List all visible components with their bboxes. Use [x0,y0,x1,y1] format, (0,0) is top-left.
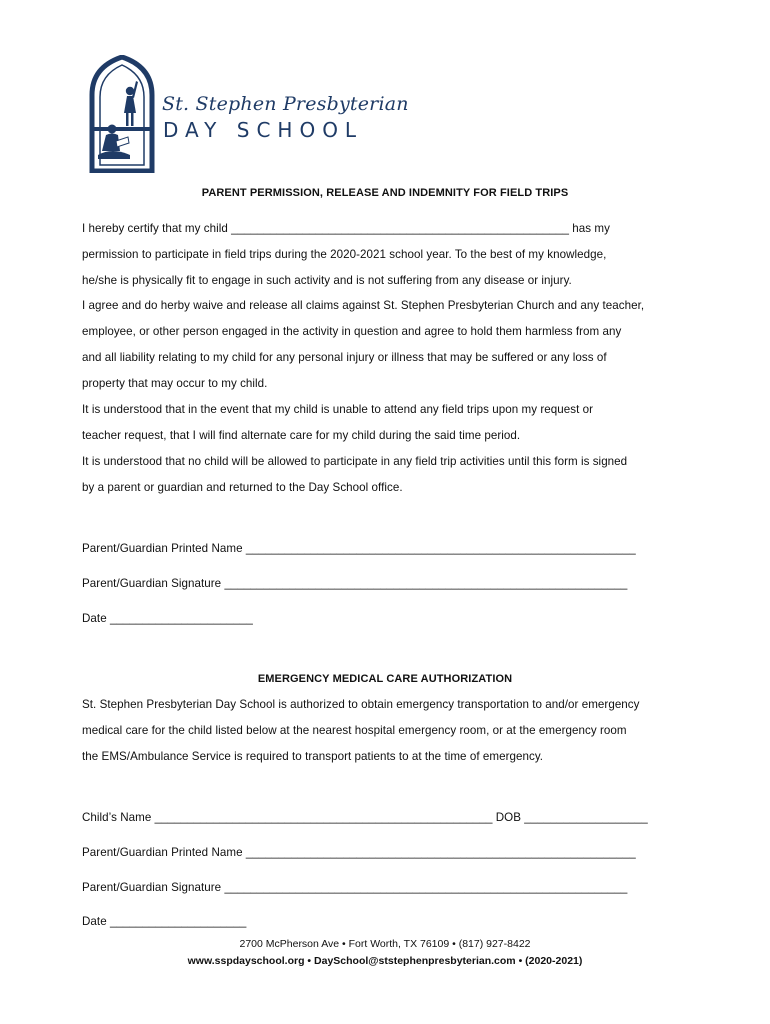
emergency-signature-field[interactable]: Parent/Guardian Signature ______________________________________________________________ [82,881,628,894]
emergency-date-field[interactable]: Date _____________________ [82,915,247,928]
date-field[interactable]: Date ______________________ [82,612,253,625]
permission-line: It is understood that in the event that my child is unable to attend any field trips upon my request or [82,403,594,416]
footer-contact: www.sspdayschool.org • DaySchool@ststephenpresbyterian.com • (2020-2021) [187,955,583,967]
church-window-children-icon [86,55,158,173]
signature-field[interactable]: Parent/Guardian Signature ______________________________________________________________ [82,577,628,590]
permission-line: I agree and do herby waive and release all claims against St. Stephen Presbyterian Church and any teacher, [82,299,645,312]
child-name-field[interactable]: Child’s Name ____________________________________________________ DOB ___________________ [82,811,648,824]
emergency-title: EMERGENCY MEDICAL CARE AUTHORIZATION [257,673,513,685]
school-logo [86,55,409,175]
logo-name-line: St. Stephen Presbyterian [162,93,409,115]
printed-name-field[interactable]: Parent/Guardian Printed Name ____________________________________________________________ [82,542,636,555]
permission-line: property that may occur to my child. [82,377,268,390]
permission-line: teacher request, that I will find alternate care for my child during the said time period. [82,429,521,442]
permission-line: I hereby certify that my child ____________________________________________________ has my [82,222,610,235]
permission-line: It is understood that no child will be allowed to participate in any field trip activities until this form is signed [82,455,628,468]
permission-line: he/she is physically fit to engage in such activity and is not suffering from any disease or injury. [82,274,572,287]
logo-school-line: DAY SCHOOL [163,118,364,142]
permission-line: and all liability relating to my child for any personal injury or illness that may be suffered or any loss of [82,351,607,364]
emergency-line: medical care for the child listed below at the nearest hospital emergency room, or at the emergency room [82,724,627,737]
footer-address: 2700 McPherson Ave • Fort Worth, TX 76109 • (817) 927-8422 [239,938,531,950]
permission-line: permission to participate in field trips during the 2020-2021 school year. To the best of my knowledge, [82,248,607,261]
emergency-printed-name-field[interactable]: Parent/Guardian Printed Name ____________________________________________________________ [82,846,636,859]
emergency-line: the EMS/Ambulance Service is required to transport patients to at the time of emergency. [82,750,544,763]
permission-title: PARENT PERMISSION, RELEASE AND INDEMNITY FOR FIELD TRIPS [201,187,569,199]
permission-line: employee, or other person engaged in the activity in question and agree to hold them harmless from any [82,325,622,338]
emergency-line: St. Stephen Presbyterian Day School is authorized to obtain emergency transportation to and/or emergency [82,698,640,711]
permission-line: by a parent or guardian and returned to the Day School office. [82,481,403,494]
